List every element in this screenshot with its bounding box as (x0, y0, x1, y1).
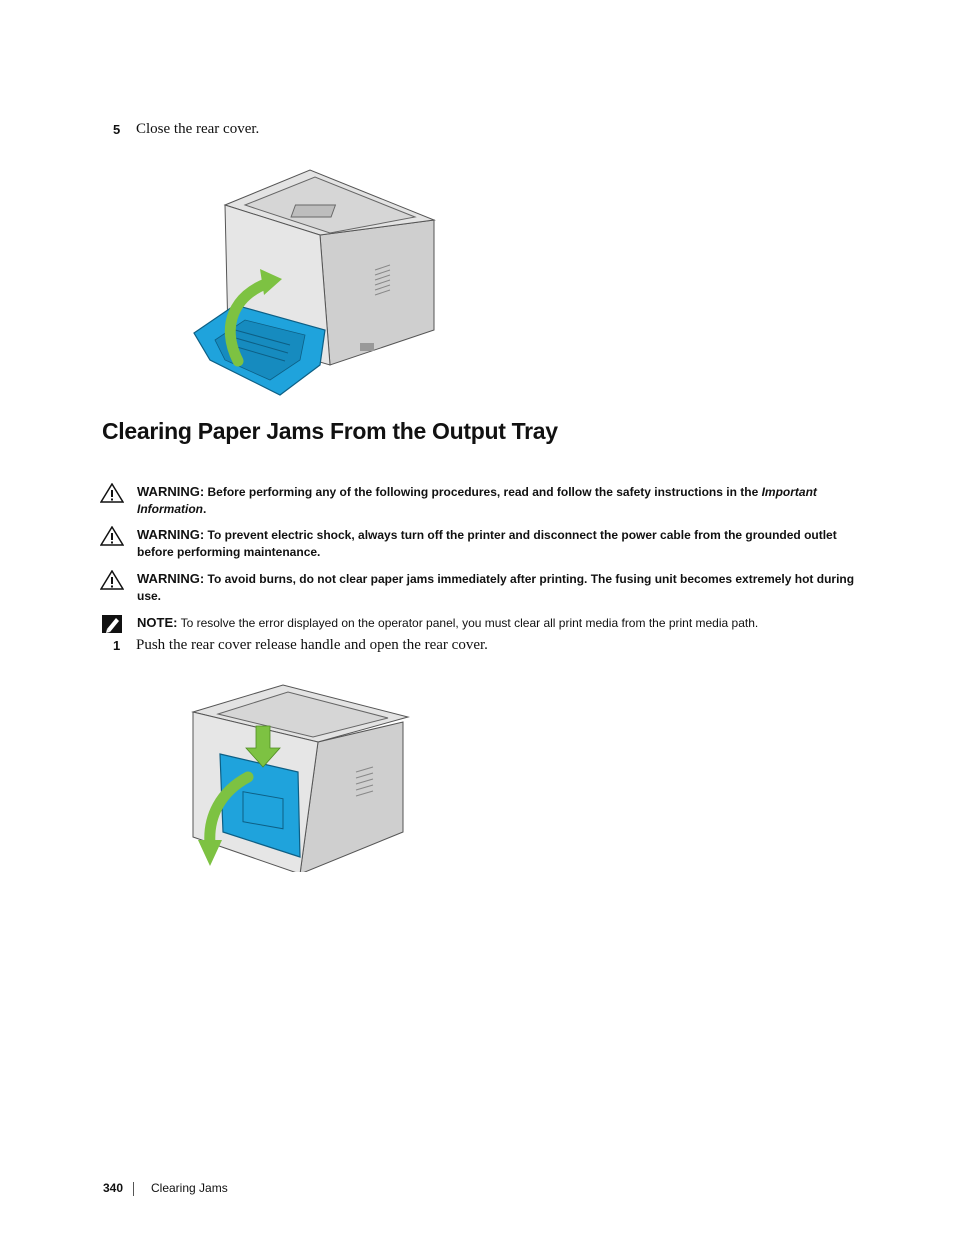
warning-triangle-icon (100, 483, 124, 503)
warning-label: WARNING: (137, 484, 205, 499)
step-number: 5 (113, 122, 121, 137)
note-label: NOTE: (137, 615, 178, 630)
figure-open-rear-cover (188, 682, 413, 872)
note-text: To resolve the error displayed on the operator panel, you must clear all print media from the print media path. (180, 616, 759, 630)
warning-triangle-icon (100, 526, 124, 546)
warning-text: To prevent electric shock, always turn off the printer and disconnect the power cable from the grounded outlet before performing maintenance. (137, 528, 837, 559)
warning-text: Before performing any of the following procedures, read and follow the safety instructions in the (207, 485, 762, 499)
warning-tail: . (203, 502, 207, 516)
page-number: 340 (103, 1181, 124, 1195)
warning-label: WARNING: (137, 527, 205, 542)
warning-emphasis: Important Information (137, 485, 817, 516)
step-text: Close the rear cover. (136, 121, 260, 137)
footer-chapter: Clearing Jams (151, 1181, 228, 1195)
figure-close-rear-cover (190, 165, 440, 400)
note-pencil-icon (100, 614, 124, 634)
step-number: 1 (113, 638, 121, 653)
warning-triangle-icon (100, 570, 124, 590)
page-title: Clearing Paper Jams From the Output Tray (102, 418, 558, 444)
footer-separator (133, 1182, 134, 1196)
warning-text: To avoid burns, do not clear paper jams immediately after printing. The fusing unit becomes extremely hot during use. (137, 572, 855, 603)
warning-label: WARNING: (137, 571, 205, 586)
step-text: Push the rear cover release handle and open the rear cover. (136, 637, 488, 653)
